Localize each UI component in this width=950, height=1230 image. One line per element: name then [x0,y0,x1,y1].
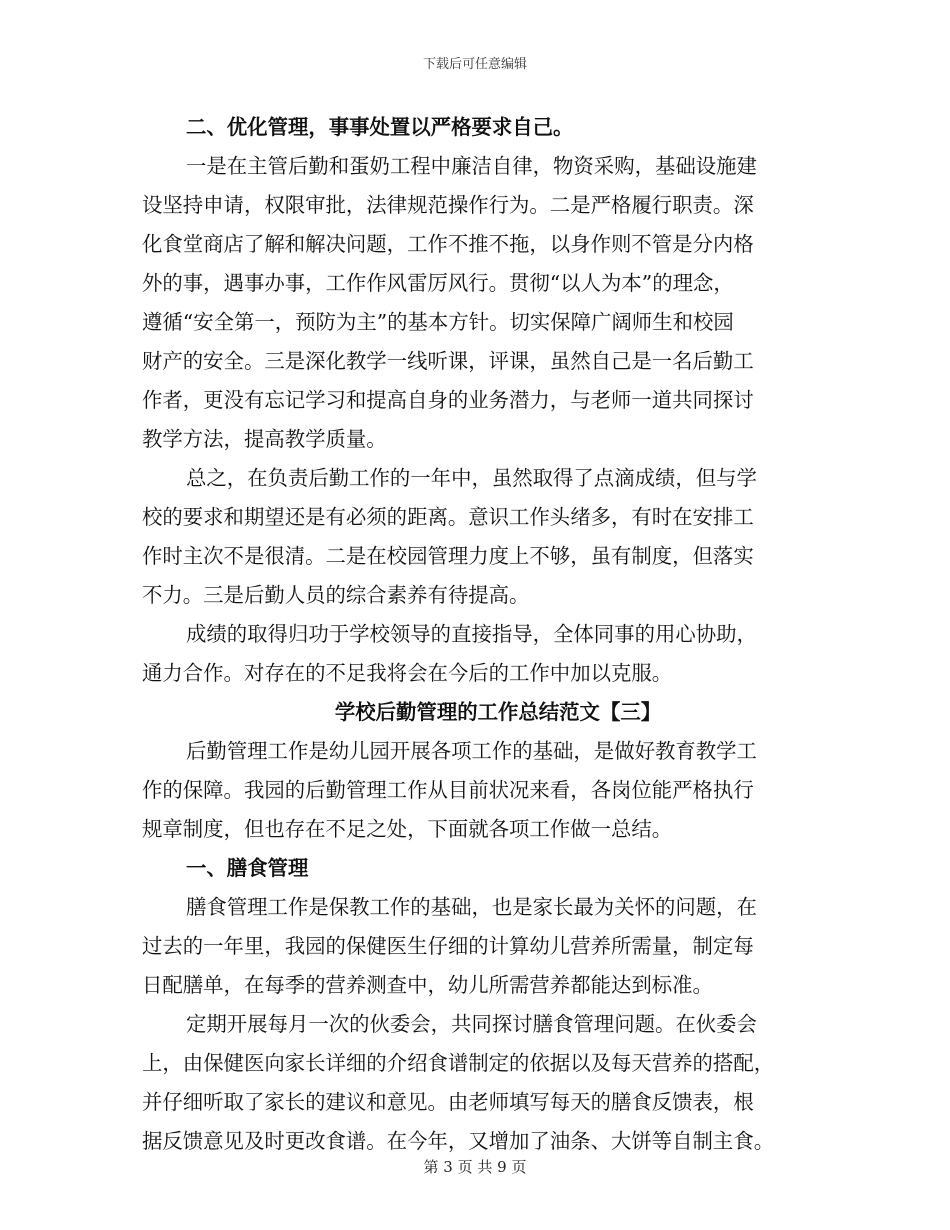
body-line: 作者，更没有忘记学习和提高自身的业务潜力，与老师一道共同探讨 [142,388,754,412]
body-line: 上，由保健医向家长详细的介绍食谱制定的依据以及每天营养的搭配， [142,1051,775,1075]
body-line: 财产的安全。三是深化教学一线听课，评课，虽然自己是一名后勤工 [142,349,754,373]
body-line: 设坚持申请，权限审批，法律规范操作行为。二是严格履行职责。深 [142,193,754,217]
body-line: 教学方法，提高教学质量。 [142,427,387,451]
body-line: 总之，在负责后勤工作的一年中，虽然取得了点滴成绩，但与学 [186,466,757,490]
body-line: 校的要求和期望还是有必须的距离。意识工作头绪多，有时在安排工 [142,505,754,529]
body-line: 日配膳单，在每季的营养测查中，幼儿所需营养都能达到标准。 [142,973,713,997]
document-body [142,108,812,1161]
body-line: 作的保障。我园的后勤管理工作从目前状况来看，各岗位能严格执行 [142,778,754,802]
body-line: 膳食管理工作是保教工作的基础，也是家长最为关怀的问题，在 [186,895,757,919]
page-footer: 第 3 页 共 9 页 [423,1158,527,1176]
body-line: 成绩的取得归功于学校领导的直接指导，全体同事的用心协助， [186,622,757,646]
article-title: 学校后勤管理的工作总结范文【三】 [334,700,662,724]
body-line: 外的事，遇事办事，工作作风雷厉风行。贯彻“以人为本”的理念， [142,271,734,295]
body-line: 遵循“安全第一，预防为主”的基本方针。切实保障广阔师生和校园 [142,310,734,334]
body-line: 作时主次不是很清。二是在校园管理力度上不够，虽有制度，但落实 [142,544,754,568]
body-line: 并仔细听取了家长的建议和意见。由老师填写每天的膳食反馈表，根 [142,1090,754,1114]
body-line: 定期开展每月一次的伙委会，共同探讨膳食管理问题。在伙委会 [186,1012,757,1036]
body-line: 一是在主管后勤和蛋奶工程中廉洁自律，物资采购，基础设施建 [186,154,757,178]
body-line: 化食堂商店了解和解决问题，工作不推不拖，以身作则不管是分内格 [142,232,754,256]
body-line: 通力合作。对存在的不足我将会在今后的工作中加以克服。 [142,661,673,685]
body-line: 后勤管理工作是幼儿园开展各项工作的基础，是做好教育教学工 [186,739,757,763]
section-heading-meal-management: 一、膳食管理 [186,856,309,880]
page-header: 下载后可任意编辑 [422,57,527,72]
body-line: 过去的一年里，我园的保健医生仔细的计算幼儿营养所需量，制定每 [142,934,754,958]
section-heading-optimize-management: 二、优化管理，事事处置以严格要求自己。 [186,115,574,139]
body-line: 据反馈意见及时更改食谱。在今年，又增加了油条、大饼等自制主食。 [142,1129,775,1153]
body-line: 规章制度，但也存在不足之处，下面就各项工作做一总结。 [142,817,673,841]
body-line: 不力。三是后勤人员的综合素养有待提高。 [142,583,530,607]
